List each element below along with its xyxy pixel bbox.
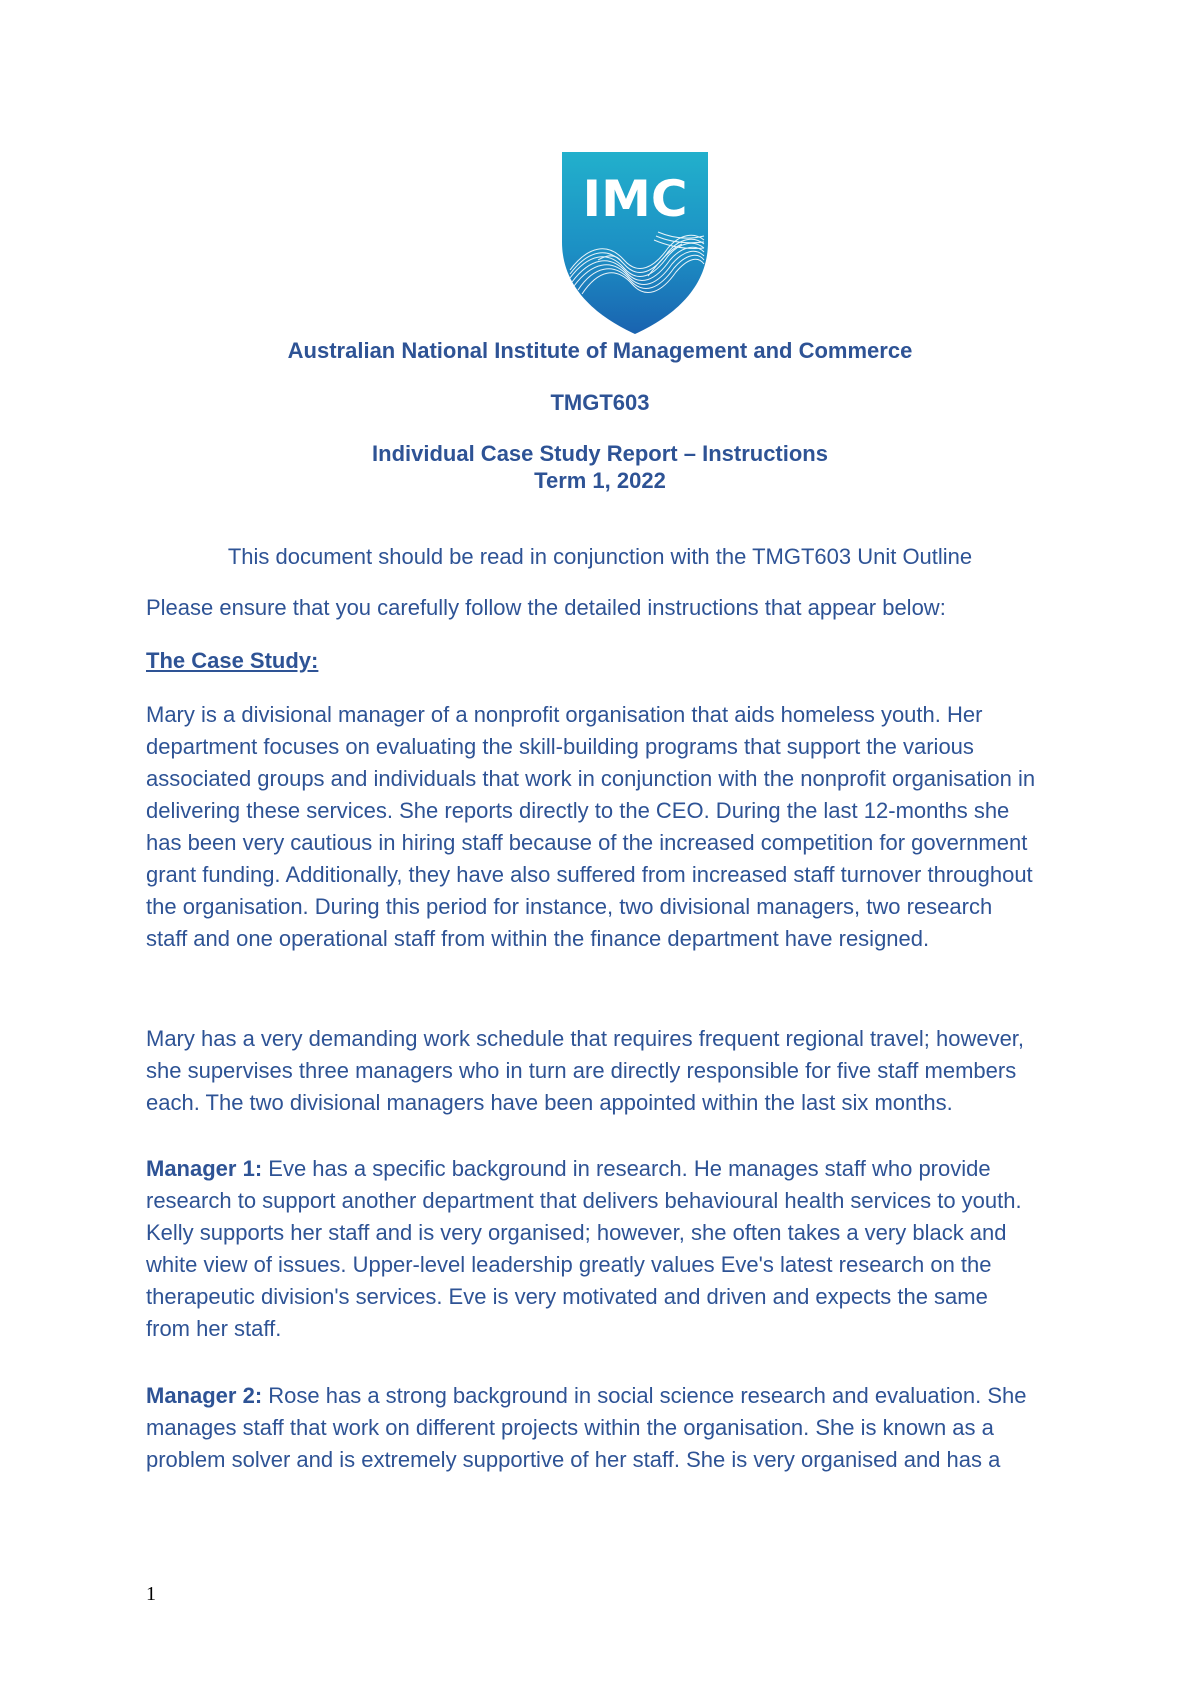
paragraph-line: manages staff that work on different projects within the organisation. She is known as a: [146, 1415, 994, 1440]
instructions-note: Please ensure that you carefully follow the detailed instructions that appear below:: [146, 595, 946, 620]
paragraph-line: delivering these services. She reports directly to the CEO. During the last 12-months she: [146, 798, 1010, 823]
manager-2-paragraph: [146, 1380, 1136, 1476]
manager-2-label: Manager 2:: [146, 1383, 263, 1408]
paragraph-line: Kelly supports her staff and is very organised; however, she often takes a very black and: [146, 1220, 1007, 1245]
manager-1-text: Eve has a specific background in research. He manages staff who provide: [262, 1156, 991, 1181]
case-study-heading: [146, 645, 1136, 677]
svg-text:IMC: IMC: [582, 170, 688, 228]
case-study-paragraph-1: [146, 699, 1136, 955]
imc-shield-logo-icon: [558, 150, 712, 336]
manager-1-label: Manager 1:: [146, 1156, 263, 1181]
paragraph-line: has been very cautious in hiring staff because of the increased competition for government: [146, 830, 1028, 855]
paragraph-line: [146, 1153, 1136, 1185]
read-with-note: This document should be read in conjunction with the TMGT603 Unit Outline: [227, 544, 973, 569]
document-title: Individual Case Study Report – Instructions: [372, 441, 828, 466]
paragraph-line: department focuses on evaluating the skill-building programs that support the various: [146, 734, 974, 759]
manager-1-paragraph: [146, 1153, 1136, 1345]
paragraph-line: each. The two divisional managers have been appointed within the last six months.: [146, 1090, 953, 1115]
paragraph-line: problem solver and is extremely supportive of her staff. She is very organised and has a: [146, 1447, 1001, 1472]
paragraph-line: grant funding. Additionally, they have also suffered from increased staff turnover throughout: [146, 862, 1033, 887]
unit-code: TMGT603: [550, 390, 650, 415]
paragraph-line: Mary has a very demanding work schedule that requires frequent regional travel; however,: [146, 1026, 1025, 1051]
term-label: Term 1, 2022: [534, 468, 666, 493]
paragraph-line: she supervises three managers who in turn are directly responsible for five staff members: [146, 1058, 1017, 1083]
page-number: 1: [146, 1583, 156, 1605]
paragraph-line: the organisation. During this period for instance, two divisional managers, two research: [146, 894, 993, 919]
case-study-paragraph-2: [146, 1023, 1136, 1119]
case-study-heading-text: The Case Study:: [146, 648, 319, 673]
institution-name: Australian National Institute of Management and Commerce: [287, 338, 913, 363]
paragraph-line: Mary is a divisional manager of a nonprofit organisation that aids homeless youth. Her: [146, 702, 983, 727]
paragraph-line: research to support another department that delivers behavioural health services to youth.: [146, 1188, 1022, 1213]
paragraph-line: staff and one operational staff from within the finance department have resigned.: [146, 926, 930, 951]
manager-2-text: Rose has a strong background in social science research and evaluation. She: [262, 1383, 1027, 1408]
paragraph-line: white view of issues. Upper-level leadership greatly values Eve's latest research on the: [146, 1252, 992, 1277]
paragraph-line: associated groups and individuals that work in conjunction with the nonprofit organisation in: [146, 766, 1036, 791]
paragraph-line: from her staff.: [146, 1316, 282, 1341]
paragraph-line: therapeutic division's services. Eve is very motivated and driven and expects the same: [146, 1284, 988, 1309]
paragraph-line: [146, 1380, 1136, 1412]
